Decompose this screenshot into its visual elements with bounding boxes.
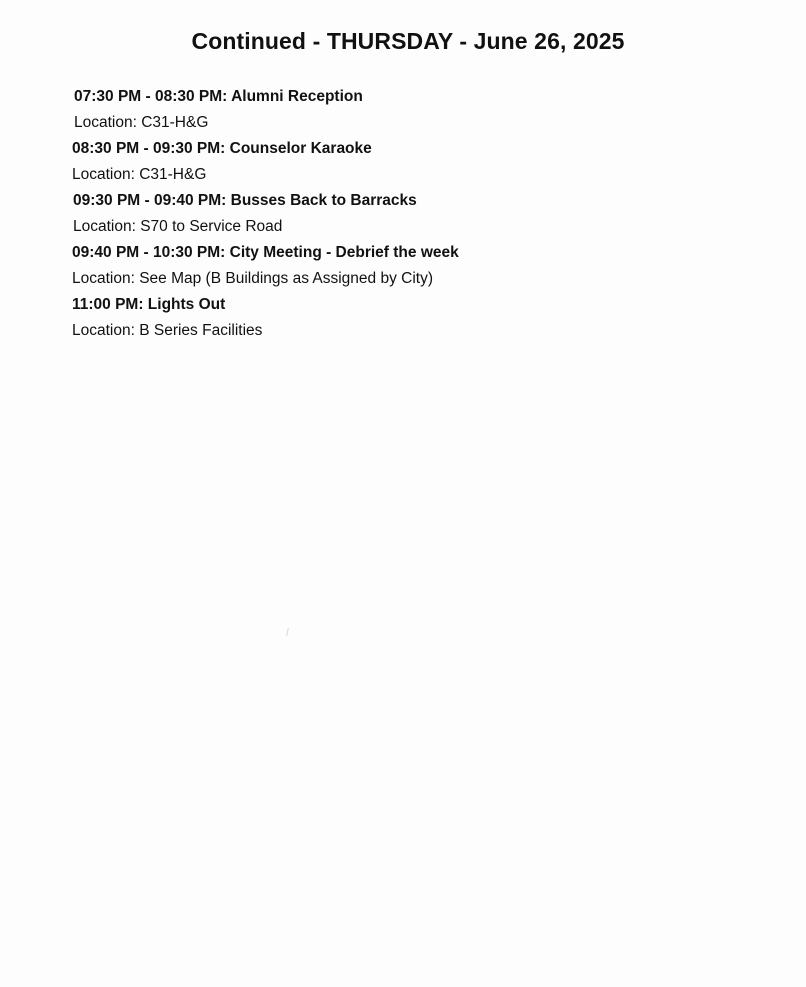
event-location: Location: C31-H&G xyxy=(74,114,209,131)
event-time-title: 09:30 PM - 09:40 PM: Busses Back to Barracks xyxy=(73,192,417,209)
schedule-event xyxy=(72,292,772,344)
event-location: Location: C31-H&G xyxy=(72,166,207,183)
event-time-title: 11:00 PM: Lights Out xyxy=(72,296,226,313)
page-title: Continued - THURSDAY - June 26, 2025 xyxy=(191,28,625,54)
event-time-title: 07:30 PM - 08:30 PM: Alumni Reception xyxy=(74,88,363,105)
event-location: Location: See Map (B Buildings as Assigned by City) xyxy=(72,270,433,287)
event-time-title: 09:40 PM - 10:30 PM: City Meeting - Debrief the week xyxy=(72,244,459,261)
event-location: Location: B Series Facilities xyxy=(72,322,263,339)
schedule-event xyxy=(72,84,772,136)
schedule-event xyxy=(72,188,772,240)
scan-speck xyxy=(286,628,289,636)
schedule-event xyxy=(72,240,772,292)
event-time-title: 08:30 PM - 09:30 PM: Counselor Karaoke xyxy=(72,140,372,157)
schedule-list xyxy=(72,84,772,344)
schedule-event xyxy=(72,136,772,188)
event-location: Location: S70 to Service Road xyxy=(73,218,283,235)
